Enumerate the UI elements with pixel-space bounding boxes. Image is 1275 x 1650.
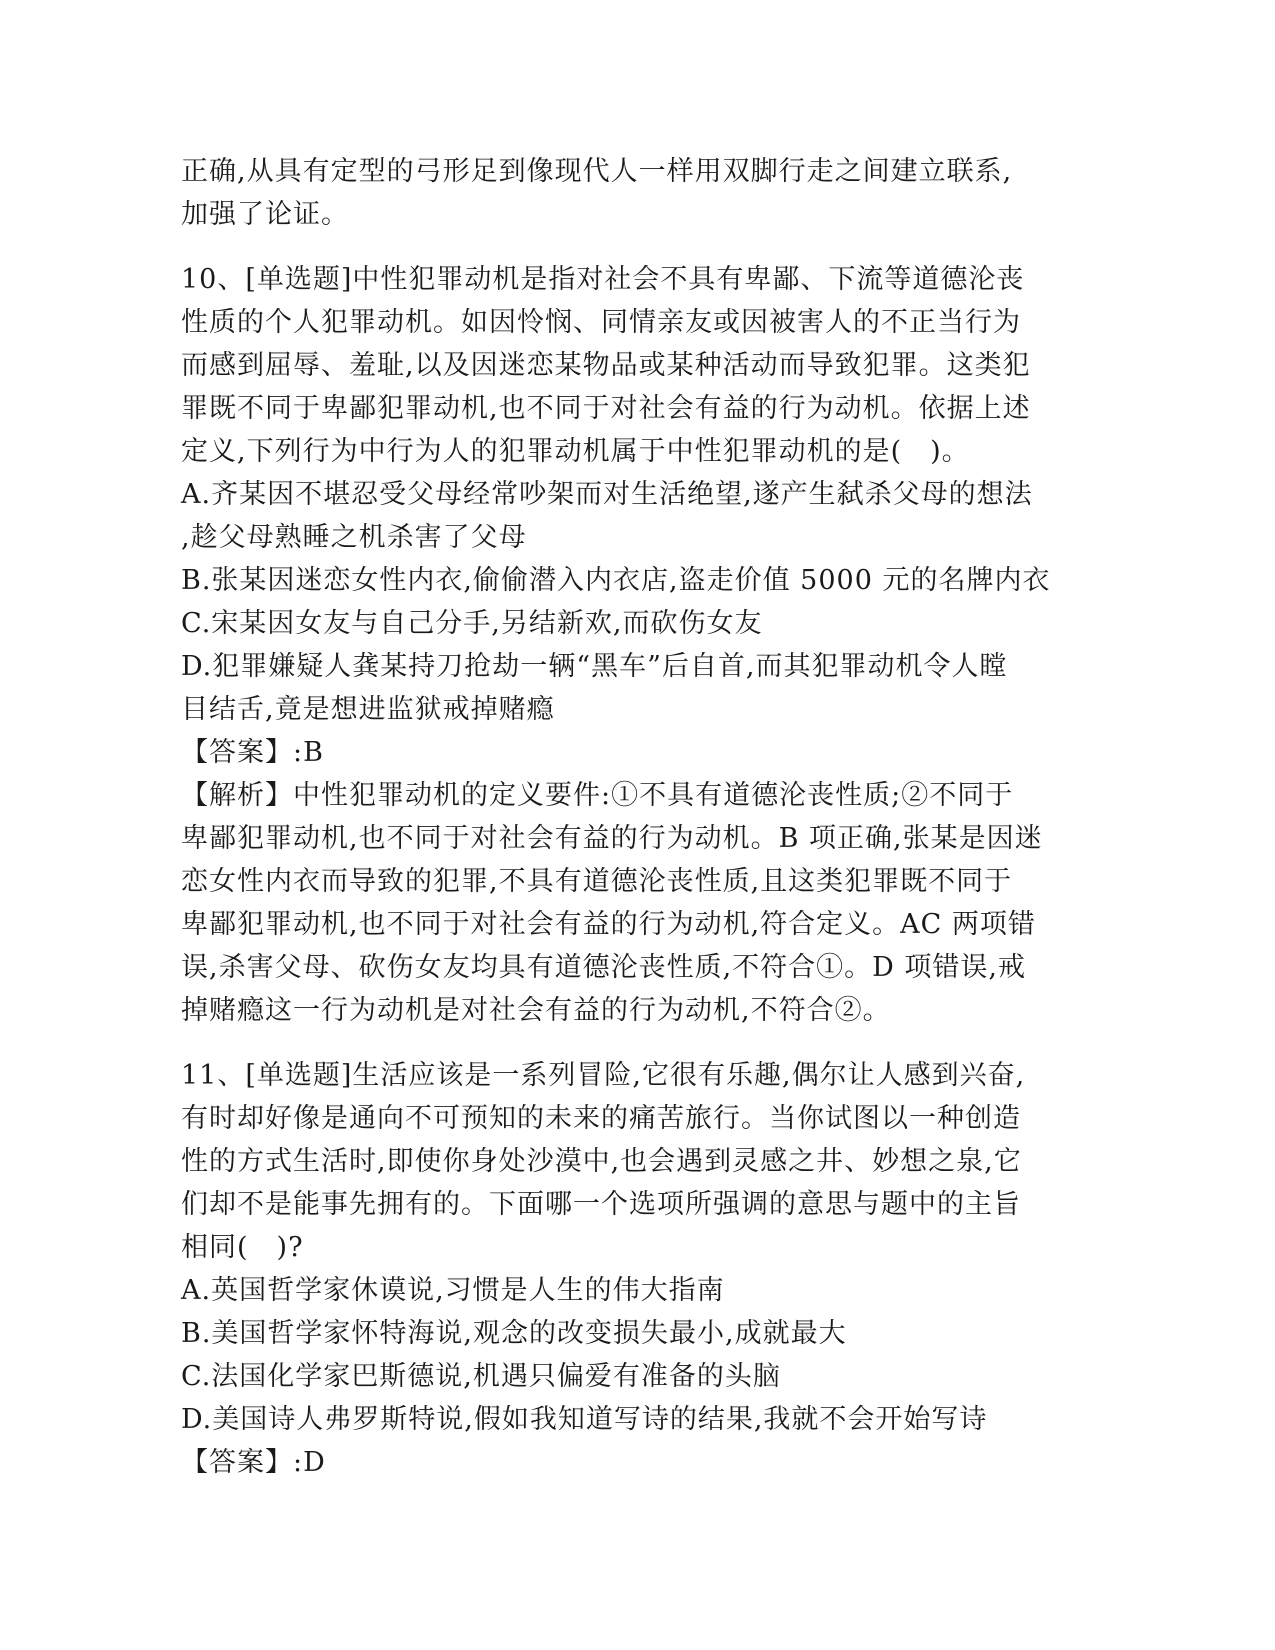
question-stem-line: 性质的个人犯罪动机。如因怜悯、同情亲友或因被害人的不正当行为 [181, 307, 1021, 338]
question-stem-line: 罪既不同于卑鄙犯罪动机,也不同于对社会有益的行为动机。依据上述 [181, 393, 1031, 424]
question-9-tail [181, 150, 1081, 236]
option-c: C.宋某因女友与自己分手,另结新欢,而砍伤女友 [181, 608, 763, 639]
analysis-line: 恋女性内衣而导致的犯罪,不具有道德沦丧性质,且这类犯罪既不同于 [181, 866, 1013, 897]
text-line: 加强了论证。 [181, 199, 349, 230]
option-d: D.犯罪嫌疑人龚某持刀抢劫一辆“黑车”后自首,而其犯罪动机令人瞠 [181, 651, 1008, 682]
analysis-line: 掉赌瘾这一行为动机是对社会有益的行为动机,不符合②。 [181, 995, 891, 1026]
question-stem-line: 10、[单选题]中性犯罪动机是指对社会不具有卑鄙、下流等道德沦丧 [181, 264, 1025, 295]
question-11 [181, 1054, 1081, 1484]
answer-line: 【答案】:B [181, 737, 324, 768]
question-10 [181, 258, 1081, 1032]
question-stem-line: 相同( )? [181, 1232, 304, 1263]
option-d-cont: 目结舌,竟是想进监狱戒掉赌瘾 [181, 694, 555, 725]
option-a: A.齐某因不堪忍受父母经常吵架而对生活绝望,遂产生弑杀父母的想法 [181, 479, 1033, 510]
option-c: C.法国化学家巴斯德说,机遇只偏爱有准备的头脑 [181, 1361, 781, 1392]
analysis-line: 【解析】中性犯罪动机的定义要件:①不具有道德沦丧性质;②不同于 [181, 780, 1014, 811]
option-a: A.英国哲学家休谟说,习惯是人生的伟大指南 [181, 1275, 725, 1306]
document-page [181, 150, 1081, 1484]
answer-line: 【答案】:D [181, 1447, 326, 1478]
option-d: D.美国诗人弗罗斯特说,假如我知道写诗的结果,我就不会开始写诗 [181, 1404, 988, 1435]
question-stem-line: 而感到屈辱、羞耻,以及因迷恋某物品或某种活动而导致犯罪。这类犯 [181, 350, 1031, 381]
analysis-line: 卑鄙犯罪动机,也不同于对社会有益的行为动机,符合定义。AC 两项错 [181, 909, 1036, 940]
paragraph-gap [181, 236, 1081, 258]
text-line: 正确,从具有定型的弓形足到像现代人一样用双脚行走之间建立联系, [181, 156, 1013, 187]
option-a-cont: ,趁父母熟睡之机杀害了父母 [181, 522, 527, 553]
question-stem-line: 性的方式生活时,即使你身处沙漠中,也会遇到灵感之井、妙想之泉,它 [181, 1146, 1022, 1177]
question-stem-line: 11、[单选题]生活应该是一系列冒险,它很有乐趣,偶尔让人感到兴奋, [181, 1060, 1026, 1091]
analysis-line: 误,杀害父母、砍伤女友均具有道德沦丧性质,不符合①。D 项错误,戒 [181, 952, 1026, 983]
question-stem-line: 定义,下列行为中行为人的犯罪动机属于中性犯罪动机的是( )。 [181, 436, 970, 467]
option-b: B.张某因迷恋女性内衣,偷偷潜入内衣店,盗走价值 5000 元的名牌内衣 [181, 565, 1051, 596]
analysis-line: 卑鄙犯罪动机,也不同于对社会有益的行为动机。B 项正确,张某是因迷 [181, 823, 1043, 854]
question-stem-line: 有时却好像是通向不可预知的未来的痛苦旅行。当你试图以一种创造 [181, 1103, 1021, 1134]
question-stem-line: 们却不是能事先拥有的。下面哪一个选项所强调的意思与题中的主旨 [181, 1189, 1021, 1220]
option-b: B.美国哲学家怀特海说,观念的改变损失最小,成就最大 [181, 1318, 847, 1349]
paragraph-gap [181, 1032, 1081, 1054]
